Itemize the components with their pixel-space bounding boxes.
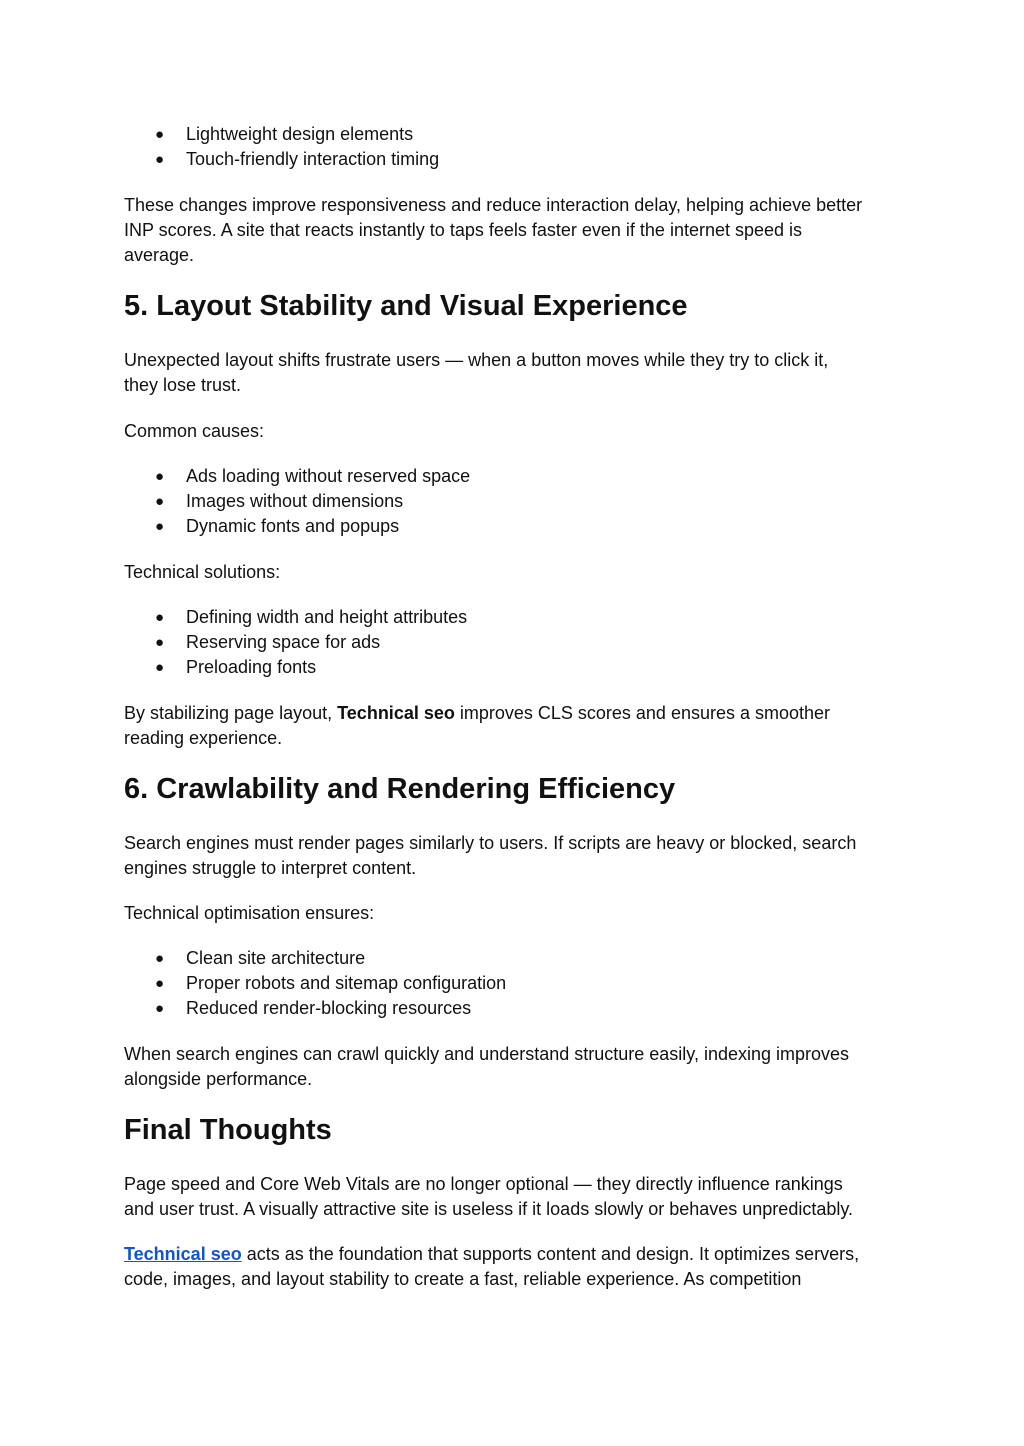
intro-paragraph: These changes improve responsiveness and reduce interaction delay, helping achieve better INP scores. A site that reacts instantly to taps feels faster even if the internet speed is average.	[124, 195, 863, 265]
section-6-closing: When search engines can crawl quickly and understand structure easily, indexing improves alongside performance.	[124, 1044, 850, 1089]
list-item: ● Lightweight design elements	[124, 122, 439, 147]
list-item: ● Reserving space for ads	[124, 630, 467, 655]
final-paragraph-2: Technical seo acts as the foundation that supports content and design. It optimizes servers, code, images, and layout stability to create a fast, reliable experience. As competition	[124, 1244, 860, 1289]
bullet-icon: ●	[155, 634, 165, 651]
section-5-intro: Unexpected layout shifts frustrate users — when a button moves while they try to click it, they lose trust.	[124, 350, 829, 395]
list-item: ● Defining width and height attributes	[124, 605, 467, 630]
ensures-label: Technical optimisation ensures:	[124, 903, 375, 923]
top-bullet-list	[124, 122, 439, 172]
ensures-list	[124, 946, 506, 1021]
technical-seo-link[interactable]: Technical seo	[124, 1244, 242, 1264]
solutions-label: Technical solutions:	[124, 562, 281, 582]
section-5-heading: 5. Layout Stability and Visual Experience	[124, 290, 688, 322]
bullet-icon: ●	[155, 126, 165, 143]
final-paragraph-1: Page speed and Core Web Vitals are no longer optional — they directly influence rankings and user trust. A visually attractive site is useless if it loads slowly or behaves unpredictably.	[124, 1174, 854, 1219]
solutions-list	[124, 605, 467, 680]
list-item: ● Reduced render-blocking resources	[124, 996, 506, 1021]
final-thoughts-heading: Final Thoughts	[124, 1114, 332, 1146]
section-5-closing: By stabilizing page layout, Technical seo improves CLS scores and ensures a smoother reading experience.	[124, 703, 831, 748]
bullet-icon: ●	[155, 659, 165, 676]
list-item: ● Proper robots and sitemap configuration	[124, 971, 506, 996]
bullet-icon: ●	[155, 493, 165, 510]
bullet-icon: ●	[155, 151, 165, 168]
section-6-heading: 6. Crawlability and Rendering Efficiency	[124, 773, 676, 805]
bullet-icon: ●	[155, 950, 165, 967]
bullet-icon: ●	[155, 975, 165, 992]
document-page	[124, 0, 904, 1446]
list-item: ● Preloading fonts	[124, 655, 467, 680]
causes-list	[124, 464, 470, 539]
list-item: ● Dynamic fonts and popups	[124, 514, 470, 539]
list-item: ● Clean site architecture	[124, 946, 506, 971]
bullet-icon: ●	[155, 1000, 165, 1017]
bullet-icon: ●	[155, 609, 165, 626]
list-item: ● Ads loading without reserved space	[124, 464, 470, 489]
bold-term: Technical seo	[337, 703, 455, 723]
bullet-icon: ●	[155, 518, 165, 535]
section-6-intro: Search engines must render pages similarly to users. If scripts are heavy or blocked, search engines struggle to interpret content.	[124, 833, 857, 878]
bullet-icon: ●	[155, 468, 165, 485]
causes-label: Common causes:	[124, 421, 265, 441]
list-item: ● Touch-friendly interaction timing	[124, 147, 439, 172]
list-item: ● Images without dimensions	[124, 489, 470, 514]
